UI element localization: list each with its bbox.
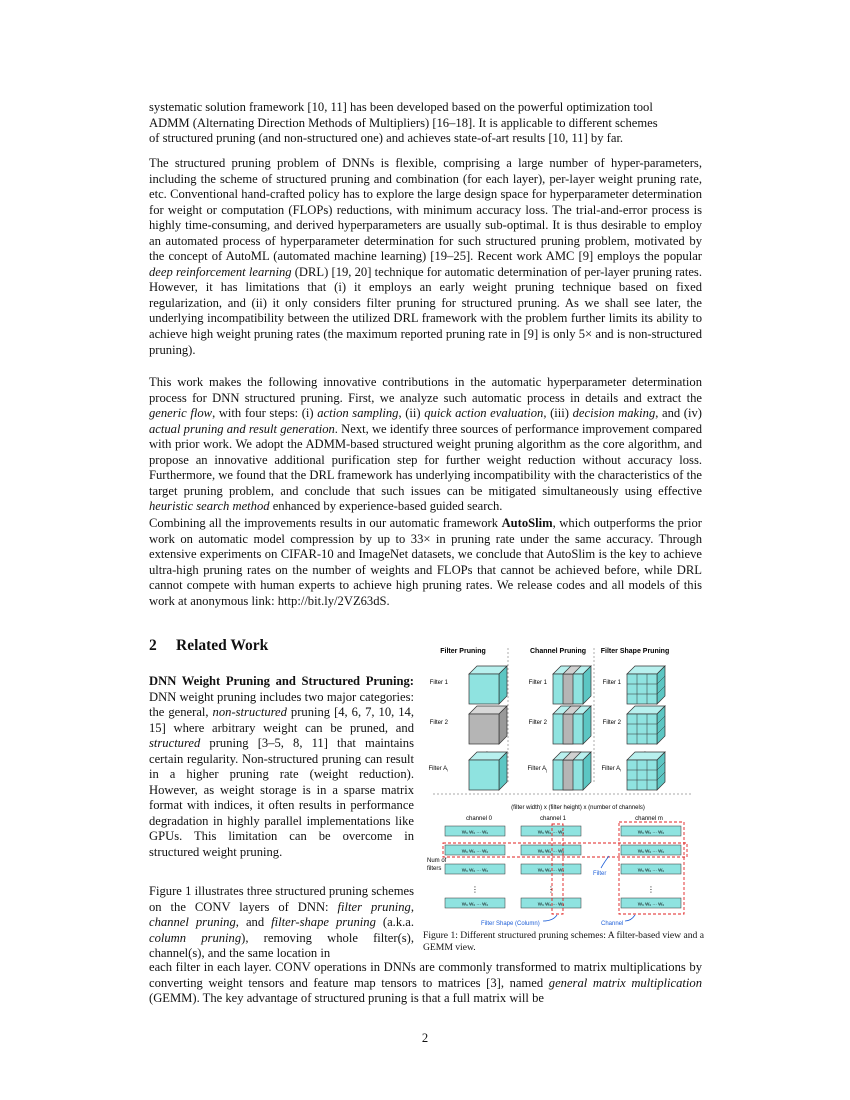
p3-text-f: . Next, we identify three sources of performance improvement compared with prior work. We adopt the ADMM-based structured weight pruning algorithm as the core algorithm, and propose an innovative additional purification step for further weight reduction without accuracy loss. Furthermore, we found that the DRL framework has underlying incompatibility with the characteristics of the target pruning problem, and conclude that such issues can be mitigated simultaneously using effective <box>149 421 702 498</box>
fig-title-channel: Channel Pruning <box>530 648 586 655</box>
fig-label-filterA-a <box>428 766 448 773</box>
paragraph-structured-pruning-problem <box>149 156 702 358</box>
col-p2-c: , and <box>235 915 272 930</box>
p4-text-b: , which outperforms the prior work on automatic model compression by up to 33× in pruning rate under the same accuracy. Through extensive experiments on CIFAR-10 and ImageNet datasets, we conclude that AutoSlim is the key to achieve ultra-high pruning rates on the number of weights and FLOPs that cannot be achieved before, while DRL cannot compete with human experts to achieve high pruning rates. We release codes and all models of this work at anonymous link: http://bit.ly/2VZ63dS. <box>149 516 702 608</box>
fig-title-filter: Filter Pruning <box>440 648 486 655</box>
col-p1-b: pruning [4, 6, 7, 10, 14, 15] where arbitrary weight can be pruned, and <box>149 705 414 735</box>
p3-text-e: , and (iv) <box>655 406 702 421</box>
fig-label-filterA-a-sub: i <box>447 767 448 773</box>
p3-em-decision: decision making <box>572 406 656 421</box>
p3-em-heuristic: heuristic search method <box>149 499 270 514</box>
fig-label-filterA-b <box>527 766 547 773</box>
figure-caption: Figure 1: Different structured pruning schemes: A filter-based view and a GEMM view. <box>423 930 704 953</box>
figure-structured-pruning <box>423 642 705 927</box>
p3-em-generic-flow: generic flow <box>149 406 213 421</box>
fig-label-filter2-b: Filter 2 <box>528 720 547 726</box>
col-p2-a: Figure 1 illustrates three structured pruning schemes on the CONV layers of DNN: <box>149 884 414 914</box>
col-p1-em-nonstructured: non-structured <box>212 705 287 720</box>
fig-label-filter1-a: Filter 1 <box>429 680 448 686</box>
gemm-cell-text: W₀ W₀ ··· W₀ <box>461 901 489 907</box>
col-p2-em2: channel pruning <box>149 915 236 930</box>
page-number: 2 <box>421 1031 429 1045</box>
fig-label-filterA-a-main: Filter A <box>428 766 448 772</box>
p3-em-action-sampling: action sampling <box>317 406 399 421</box>
col-p1-a: DNN weight pruning includes two major categories: the general, <box>149 689 414 720</box>
gemm-row-dots: ⋮ <box>471 885 479 894</box>
col-p2-e: ), removing whole filter(s), channel(s), and the same location in <box>149 930 415 961</box>
p3-text-d: , (iii) <box>543 406 573 421</box>
gemm-rowlabel-2: filters <box>427 866 442 872</box>
fig-label-filter1-b: Filter 1 <box>528 680 547 686</box>
gemm-row-dots: ⋮ <box>647 885 655 894</box>
gemm-cell-text: W₀ W₀ ··· W₀ <box>537 901 565 907</box>
col-p2-em1: filter pruning <box>337 899 411 914</box>
col-p2-d: (a.k.a. <box>375 915 415 930</box>
paragraph-contributions <box>149 375 702 515</box>
fig-label-filterA-b-sub: j <box>546 767 547 773</box>
p2-text-b: (DRL) [19, 20] technique for automatic determination of per-layer pruning rates. However, it has limitations that (i) it employs an early weight pruning technique based on fixed regularization, and (ii) it only considers filter pruning for structured pruning. As we shall see later, the underlying incompatibility between the utilized DRL framework with the problem further limits its ability to achieve high weight pruning rates (the maximum reported pruning rate in [9] is only 5× and is non-structured pruning). <box>149 264 702 357</box>
fig-label-filterA-c-main: Filter A <box>601 766 621 772</box>
gemm-rowlabel-1: Num of <box>427 858 447 864</box>
paragraph-autoslim <box>149 516 702 609</box>
shape-pruning-column <box>601 666 665 790</box>
p1-line3: of structured pruning (and non-structured one) and achieves state-of-art results [10, 11] by far. <box>149 131 624 146</box>
tail-b: (GEMM). The key advantage of structured pruning is that a full matrix will be <box>149 991 544 1006</box>
gemm-cell-text: W₀ W₀ ··· W₀ <box>537 867 565 873</box>
fig-label-filter2-c: Filter 2 <box>602 720 621 726</box>
paragraph-dnn-weight-pruning <box>149 674 414 861</box>
p3-text-g: enhanced by experience-based guided search. <box>269 499 503 514</box>
p3-text-a: This work makes the following innovative contributions in the automatic hyperparameter determination process for DNN structured pruning. First, we analyze such automatic process in details and extract the <box>149 375 702 405</box>
section-title: Related Work <box>176 637 269 654</box>
fig-label-filter2-a: Filter 2 <box>429 720 448 726</box>
paragraph-intro-tail <box>149 100 702 147</box>
tail-a: each filter in each layer. CONV operations in DNNs are commonly transformed to matrix multiplications by converting weight tensors and feature map tensors to matrices [3], named <box>149 960 702 990</box>
gemm-row-dots: ⋮ <box>547 885 555 894</box>
gemm-cell-text: W₀ W₀ ··· W₀ <box>637 867 665 873</box>
fig-label-filterA-b-main: Filter A <box>527 766 547 772</box>
col-p2-b: , <box>410 899 414 914</box>
gemm-cell-text: W₀ W₀ ··· W₀ <box>537 829 565 835</box>
gemm-cell-text: W₀ W₀ ··· W₀ <box>637 848 665 854</box>
p2-text-a: The structured pruning problem of DNNs is flexible, comprising a large number of hyper-parameters, including the scheme of structured pruning and combination (for each layer), per-layer weight pruning rate, etc. Conventional hand-crafted policy has to explore the large design space for hyperparameter determination for weight or computation (FLOPs) reductions, with minimum accuracy loss. The trial-and-error process is highly time-consuming, and derived hyperparameters are usually sub-optimal. It is thus desirable to employ an automated process of hyperparameter determination for such structured pruning problem, motivated by the concept of AutoML (automated machine learning) [19–25]. Recent work AMC [9] employs the popular <box>149 156 702 264</box>
gemm-channel1: channel 1 <box>539 816 567 822</box>
col-p1-em-structured: structured <box>149 736 201 751</box>
p1-line2: ADMM (Alternating Direction Methods of Multipliers) [16–18]. It is applicable to different schemes <box>149 115 658 130</box>
gemm-cell-text: W₀ W₀ ··· W₀ <box>461 867 489 873</box>
gemm-cell-text: W₀ W₀ ··· W₀ <box>537 848 565 854</box>
p3-text-b: , with four steps: (i) <box>212 406 318 421</box>
gemm-shape-tag: Filter Shape (Column) <box>481 921 540 927</box>
fig-label-filterA-c <box>601 766 621 773</box>
p1-line1: systematic solution framework [10, 11] has been developed based on the powerful optimization tool <box>149 100 653 114</box>
gemm-channel-tag: Channel <box>601 921 624 927</box>
col-p2-em3: filter-shape pruning <box>271 915 376 930</box>
tail-em-gemm: general matrix multiplication <box>548 975 702 990</box>
filter-pruning-column <box>428 666 507 790</box>
paragraph-figure-intro <box>149 884 414 962</box>
gemm-view <box>427 805 687 927</box>
gemm-filter-tag: Filter <box>593 871 607 877</box>
gemm-cell-text: W₀ W₀ ··· W₀ <box>461 829 489 835</box>
fig-label-filterA-c-sub: l <box>620 767 621 773</box>
section-heading <box>149 637 268 655</box>
p3-em-quick-eval: quick action evaluation <box>424 406 544 421</box>
p4-text-a: Combining all the improvements results in our automatic framework <box>149 516 502 530</box>
channel-pruning-column <box>527 666 591 790</box>
col-p2-em4: column pruning <box>149 930 242 945</box>
gemm-channel0: channel 0 <box>465 816 493 822</box>
paragraph-gemm <box>149 960 702 1007</box>
gemm-header: (filter width) x (filter height) x (number of channels) <box>511 805 645 811</box>
gemm-cell-text: W₀ W₀ ··· W₀ <box>637 901 665 907</box>
gemm-cell-text: W₀ W₀ ··· W₀ <box>637 829 665 835</box>
gemm-channelm: channel m <box>635 816 663 822</box>
col-p1-bold: DNN Weight Pruning and Structured Pruning: <box>149 674 414 688</box>
p2-em-drl: deep reinforcement learning <box>149 264 292 279</box>
col-p1-c: pruning [3–5, 8, 11] that maintains certain regularity. Non-structured pruning can result in a higher pruning rate (weight reduction). However, as weight storage is in a sparse matrix format with indices, it often results in performance degradation in highly parallel implementations like GPUs. This limitation can be overcome in structured weight pruning. <box>149 736 414 860</box>
p4-bold-autoslim: AutoSlim <box>501 516 553 530</box>
p3-text-c: , (ii) <box>398 406 425 421</box>
p3-em-actual-pruning: actual pruning and result generation <box>149 421 335 436</box>
fig-title-shape: Filter Shape Pruning <box>600 648 670 655</box>
fig-label-filter1-c: Filter 1 <box>602 680 621 686</box>
section-number: 2 <box>149 637 157 654</box>
gemm-cell-text: W₀ W₀ ··· W₀ <box>461 848 489 854</box>
